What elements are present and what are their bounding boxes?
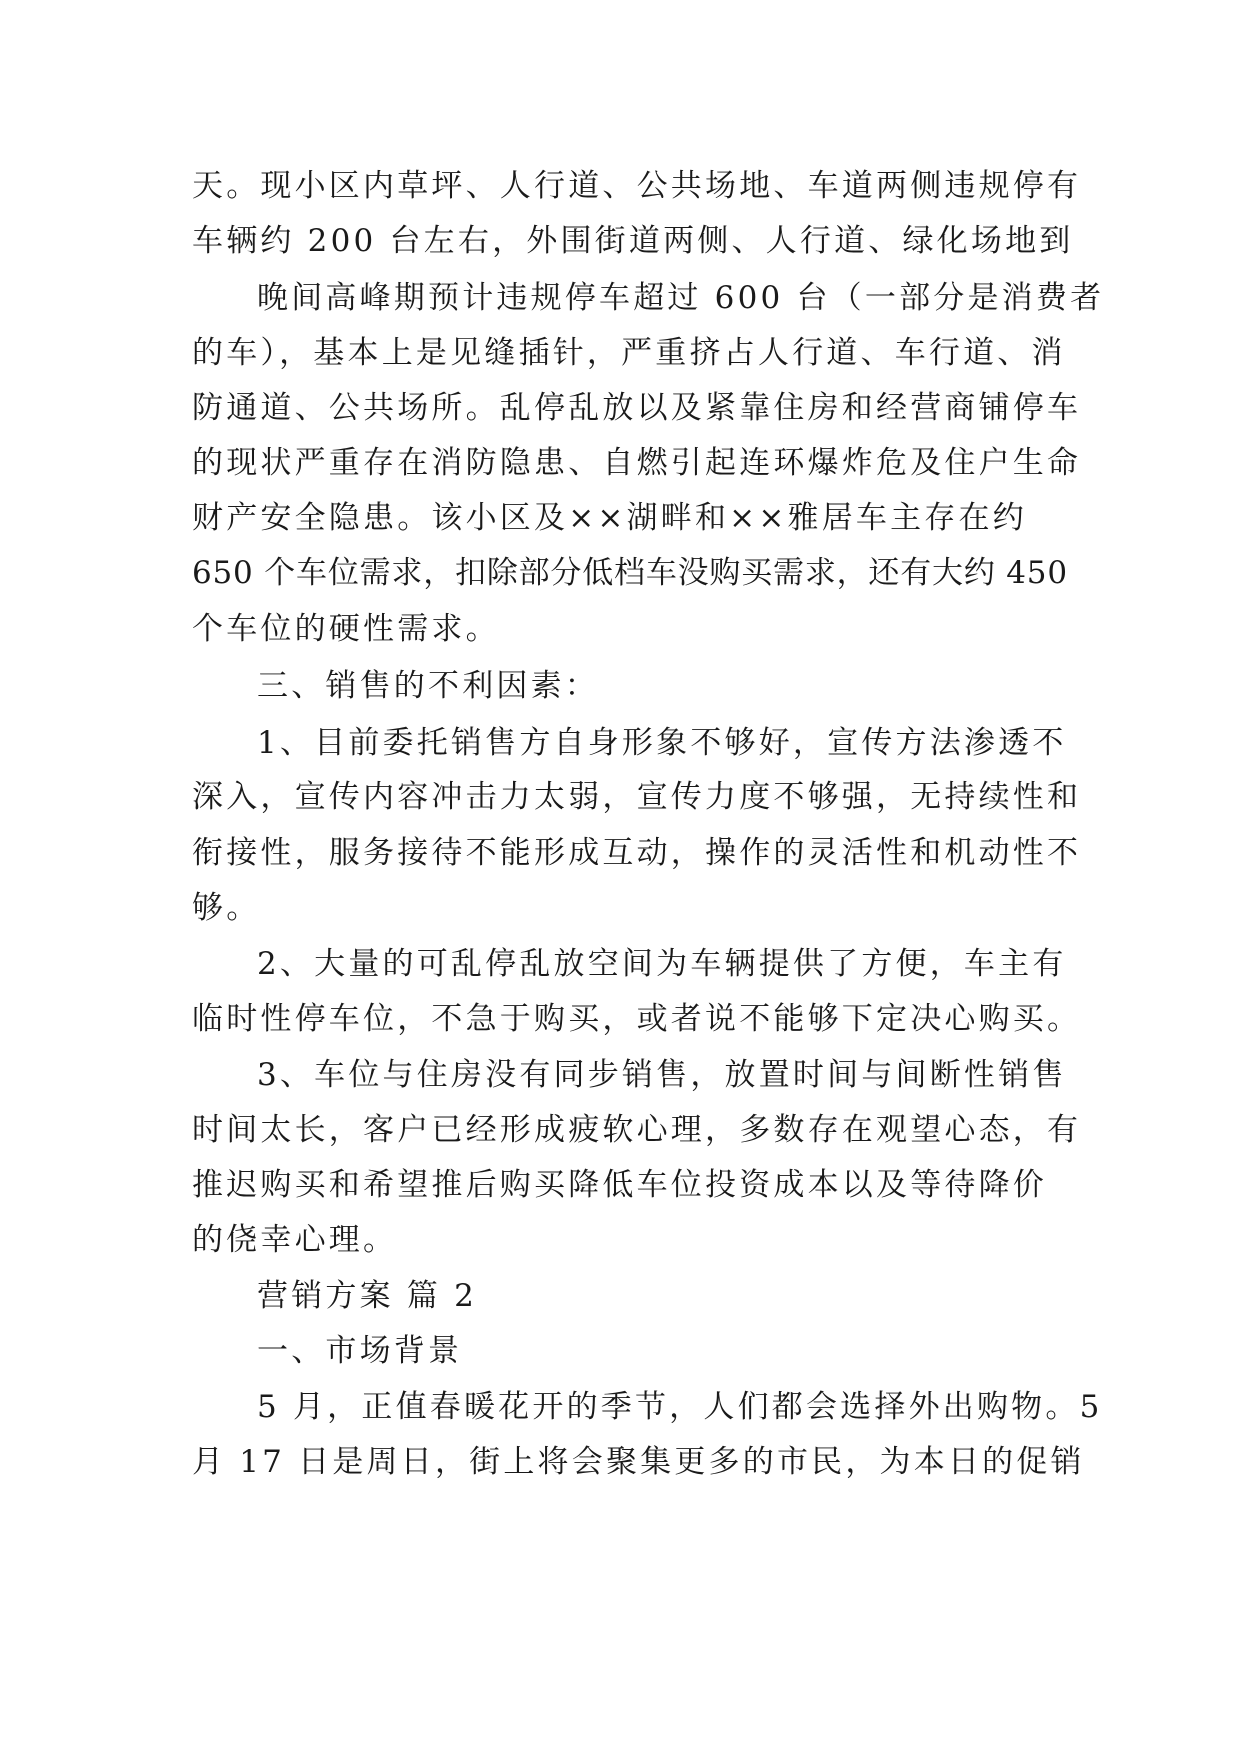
text-line: 防通道、公共场所。乱停乱放以及紧靠住房和经营商铺停车 — [192, 390, 1082, 426]
section-heading: 三、销售的不利因素： — [257, 668, 599, 704]
text-line: 月 17 日是周日，街上将会聚集更多的市民，为本日的促销 — [192, 1444, 1085, 1480]
text-line: 个车位的硬性需求。 — [192, 611, 500, 647]
text-line: 车辆约 200 台左右，外围街道两侧、人行道、绿化场地到 — [192, 223, 1074, 259]
text-line: 财产安全隐患。该小区及××湖畔和××雅居车主存在约 — [192, 500, 1027, 536]
text-line: 5 月，正值春暖花开的季节，人们都会选择外出购物。5 — [257, 1389, 1103, 1425]
text-line: 晚间高峰期预计违规停车超过 600 台（一部分是消费者 — [257, 280, 1105, 316]
text-line: 的车），基本上是见缝插针，严重挤占人行道、车行道、消 — [192, 335, 1066, 371]
text-line: 够。 — [192, 890, 261, 926]
text-line: 天。现小区内草坪、人行道、公共场地、车道两侧违规停有 — [192, 168, 1082, 204]
text-line: 3、车位与住房没有同步销售，放置时间与间断性销售 — [257, 1057, 1067, 1093]
text-line: 临时性停车位，不急于购买，或者说不能够下定决心购买。 — [192, 1001, 1082, 1037]
text-line: 650 个车位需求，扣除部分低档车没购买需求，还有大约 450 — [192, 555, 1068, 591]
section-heading: 一、市场背景 — [257, 1333, 463, 1369]
section-title: 营销方案 篇 2 — [257, 1278, 478, 1314]
text-line: 1、目前委托销售方自身形象不够好，宣传方法渗透不 — [257, 725, 1067, 761]
text-line: 推迟购买和希望推后购买降低车位投资成本以及等待降价 — [192, 1167, 1047, 1203]
text-line: 深入，宣传内容冲击力太弱，宣传力度不够强，无持续性和 — [192, 779, 1082, 815]
text-line: 时间太长，客户已经形成疲软心理，多数存在观望心态，有 — [192, 1112, 1082, 1148]
text-line: 2、大量的可乱停乱放空间为车辆提供了方便，车主有 — [257, 946, 1067, 982]
text-line: 的现状严重存在消防隐患、自燃引起连环爆炸危及住户生命 — [192, 445, 1082, 481]
text-line: 衔接性，服务接待不能形成互动，操作的灵活性和机动性不 — [192, 835, 1082, 871]
text-line: 的侥幸心理。 — [192, 1222, 398, 1258]
